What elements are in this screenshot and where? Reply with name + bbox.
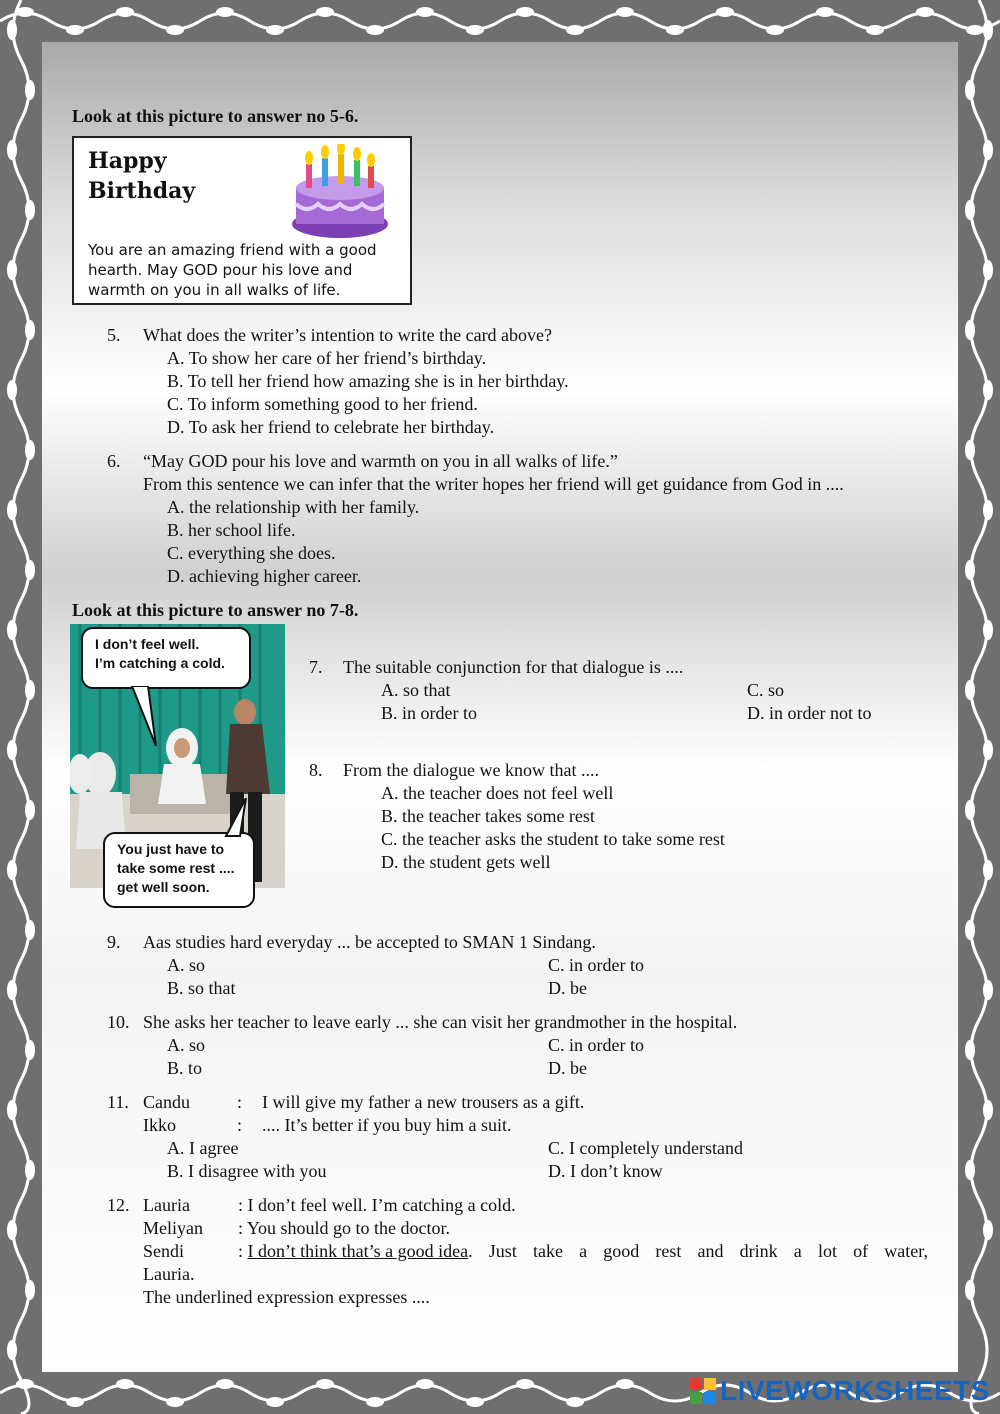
vine-border-top: [0, 0, 1000, 42]
liveworksheets-watermark: [690, 1374, 990, 1408]
speech-bubble-tail-bottom: [222, 798, 252, 838]
q7-option-a: A. so that: [381, 680, 451, 700]
q7-option-c: C. so: [747, 680, 785, 700]
question-11-number: 11.: [107, 1092, 129, 1112]
question-8-number: 8.: [309, 760, 323, 780]
question-9-text: Aas studies hard everyday ... be accepted to SMAN 1 Sindang.: [143, 932, 596, 952]
q7-option-b: B. in order to: [381, 703, 477, 723]
question-12-number: 12.: [107, 1195, 130, 1215]
q8-option-b: B. the teacher takes some rest: [381, 806, 595, 826]
q10-option-d: D. be: [548, 1058, 587, 1078]
q6-option-a: A. the relationship with her family.: [167, 497, 420, 517]
q12-speaker-3: Sendi: [143, 1241, 185, 1261]
question-5-text: What does the writer’s intention to write the card above?: [143, 325, 553, 345]
watermark-text: LIVEWORKSHEETS: [720, 1375, 990, 1406]
card-title: Happy Birthday: [88, 148, 196, 204]
q11-line-2: .... It’s better if you buy him a suit.: [262, 1115, 512, 1135]
q12-prompt: The underlined expression expresses ....: [143, 1287, 430, 1307]
q11-option-c: C. I completely understand: [548, 1138, 743, 1158]
question-6-quote: “May GOD pour his love and warmth on you in all walks of life.”: [143, 451, 618, 471]
q9-option-b: B. so that: [167, 978, 236, 998]
q11-speaker-2: Ikko: [143, 1115, 176, 1135]
q12-line-1: : I don’t feel well. I’m catching a cold.: [238, 1195, 516, 1215]
question-6-text: From this sentence we can infer that the writer hopes her friend will get guidance from God in ....: [143, 474, 844, 494]
q9-option-d: D. be: [548, 978, 587, 998]
q5-option-d: D. To ask her friend to celebrate her birthday.: [167, 417, 495, 437]
q10-option-c: C. in order to: [548, 1035, 644, 1055]
q12-line-3: : I don’t think that’s a good idea . Just take a good rest and drink a lot of water,: [238, 1241, 928, 1261]
underlined-expression: I don’t think that’s a good idea: [247, 1241, 469, 1261]
q9-option-c: C. in order to: [548, 955, 644, 975]
q8-option-a: A. the teacher does not feel well: [381, 783, 614, 803]
q6-option-b: B. her school life.: [167, 520, 296, 540]
q12-speaker-2: Meliyan: [143, 1218, 203, 1238]
q11-option-d: D. I don’t know: [548, 1161, 663, 1181]
q9-option-a: A. so: [167, 955, 206, 975]
question-8-text: From the dialogue we know that ....: [343, 760, 599, 780]
q7-option-d: D. in order not to: [747, 703, 872, 723]
question-5-number: 5.: [107, 325, 121, 345]
q5-option-c: C. To inform something good to her friend.: [167, 394, 478, 414]
q12-line-3-continued: Lauria.: [143, 1264, 195, 1284]
q5-option-a: A. To show her care of her friend’s birthday.: [167, 348, 487, 368]
q12-line-2: : You should go to the doctor.: [238, 1218, 451, 1238]
q12-speaker-1: Lauria: [143, 1195, 190, 1215]
liveworksheets-logo-icon: [690, 1378, 716, 1404]
question-10-number: 10.: [107, 1012, 130, 1032]
q10-option-a: A. so: [167, 1035, 206, 1055]
q6-option-d: D. achieving higher career.: [167, 566, 362, 586]
q8-option-d: D. the student gets well: [381, 852, 551, 872]
q11-speaker-1: Candu: [143, 1092, 190, 1112]
q11-line-1: I will give my father a new trousers as a gift.: [262, 1092, 585, 1112]
vine-border-left: [0, 0, 42, 1414]
q11-colon-2: :: [237, 1115, 243, 1135]
q11-option-b: B. I disagree with you: [167, 1161, 327, 1181]
speech-bubble-student: I don’t feel well. I’m catching a cold.: [81, 627, 251, 689]
birthday-cake-icon: [288, 144, 392, 242]
card-message: You are an amazing friend with a good hearth. May GOD pour his love and warmth on you in all walks of life.: [88, 241, 377, 299]
vine-border-right: [958, 0, 1000, 1414]
q5-option-b: B. To tell her friend how amazing she is in her birthday.: [167, 371, 569, 391]
q11-option-a: A. I agree: [167, 1138, 239, 1158]
section-heading-7-8: Look at this picture to answer no 7-8.: [72, 600, 359, 620]
question-7-text: The suitable conjunction for that dialogue is ....: [343, 657, 684, 677]
speech-bubble-tail-top: [130, 686, 160, 746]
question-7-number: 7.: [309, 657, 323, 677]
q11-colon-1: :: [237, 1092, 243, 1112]
birthday-card: [72, 136, 412, 305]
q10-option-b: B. to: [167, 1058, 203, 1078]
question-6-number: 6.: [107, 451, 121, 471]
q6-option-c: C. everything she does.: [167, 543, 336, 563]
speech-bubble-teacher: You just have to take some rest .... get well soon.: [103, 832, 255, 908]
question-9-number: 9.: [107, 932, 121, 952]
section-heading-5-6: Look at this picture to answer no 5-6.: [72, 106, 359, 126]
question-10-text: She asks her teacher to leave early ... she can visit her grandmother in the hospital.: [143, 1012, 738, 1032]
q8-option-c: C. the teacher asks the student to take some rest: [381, 829, 725, 849]
